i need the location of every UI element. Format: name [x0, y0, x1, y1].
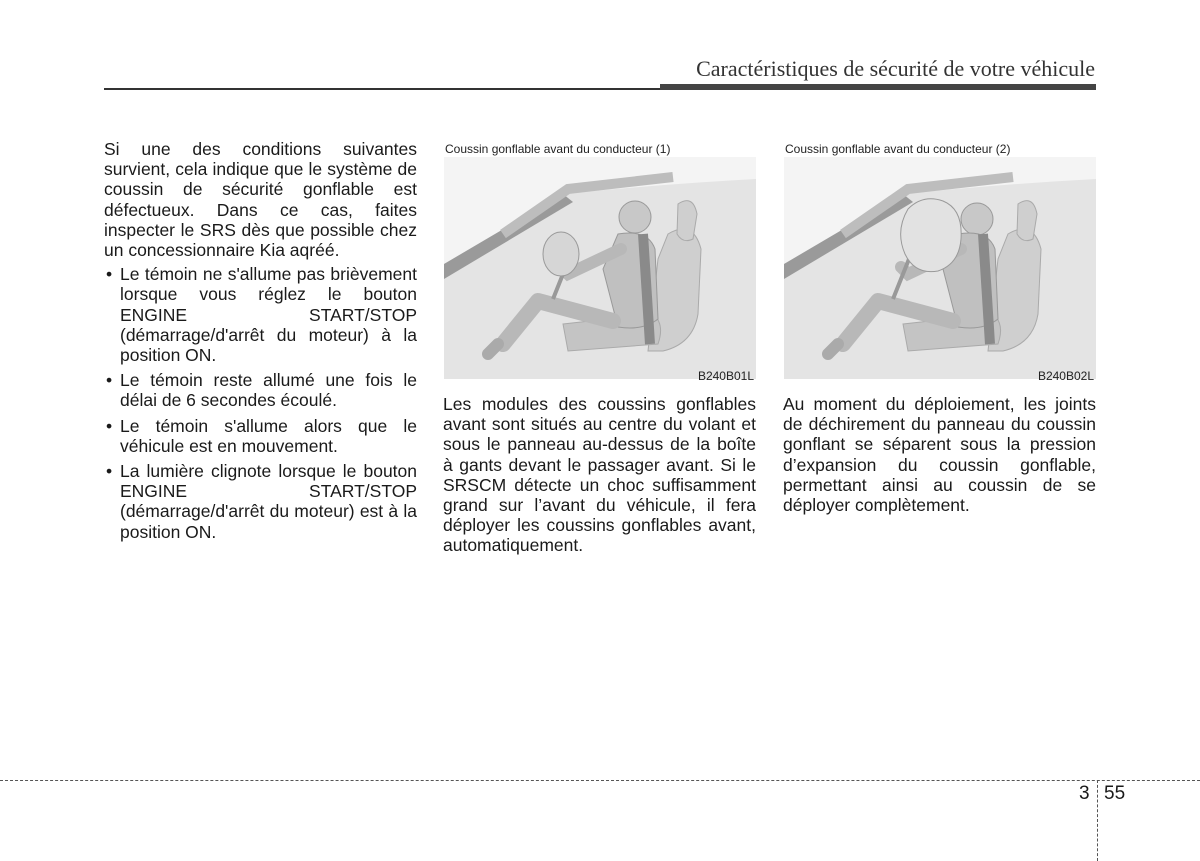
list-item: [104, 370, 417, 410]
page-title: Caractéristiques de sécurité de votre véhicule: [696, 56, 1095, 81]
bullet-text: Le témoin reste allumé une fois le délai de 6 secondes écoulé.: [120, 370, 417, 411]
header-rule: [104, 88, 660, 90]
page-number: 55: [1104, 783, 1126, 804]
bullet-dot: •: [106, 264, 113, 285]
body-paragraph: Au moment du déploiement, les joints de déchirement du panneau du coussin gonflant se séparent sous la pression d’expansion du coussin gonflable, permettant ainsi au coussin de se déployer complètement.: [783, 394, 1096, 516]
bullet-text: La lumière clignote lorsque le bouton ENGINE START/STOP (démarrage/d'arrêt du moteur) est à la position ON.: [120, 461, 417, 542]
footer-rule: [0, 780, 1200, 781]
list-item: [104, 461, 417, 542]
figure-airbag-1: [443, 139, 756, 387]
bullet-dot: •: [106, 415, 113, 436]
bullet-dot: •: [106, 461, 113, 482]
header-rule-accent: [660, 84, 1096, 90]
figure-caption: Coussin gonflable avant du conducteur (1): [445, 142, 671, 156]
figure-code: B240B02L: [1037, 369, 1094, 383]
figure-caption: Coussin gonflable avant du conducteur (2): [785, 142, 1011, 156]
bullet-text: Le témoin s'allume alors que le véhicule est en mouvement.: [120, 415, 417, 456]
figure-code: B240B01L: [697, 369, 754, 383]
bullet-list: [104, 264, 417, 542]
right-column: [783, 394, 1096, 515]
body-paragraph: Les modules des coussins gonflables avant sont situés au centre du volant et sous le panneau au-dessus de la boîte à gants devant le passager avant. Si le SRSCM détecte un choc suffisamment grand sur l’avant du véhicule, il fera déployer les coussins gonflables avant, automatiquement.: [443, 394, 756, 556]
bullet-text: Le témoin ne s'allume pas brièvement lorsque vous réglez le bouton ENGINE START/STOP (démarrage/d'arrêt du moteur) à la position ON.: [120, 264, 417, 366]
chapter-number: 3: [1079, 783, 1090, 804]
figure-airbag-2: [783, 139, 1096, 387]
intro-paragraph: Si une des conditions suivantes survient, cela indique que le système de coussin de sécurité gonflable est défectueux. Dans ce cas, faites inspecter le SRS dès que possible chez un concessionnaire Kia aqréé.: [104, 139, 417, 261]
middle-column: [443, 394, 756, 556]
airbag-deploying-illustration: [443, 139, 756, 387]
left-column: [104, 139, 417, 547]
footer-divider: [1097, 780, 1098, 861]
list-item: [104, 264, 417, 365]
list-item: [104, 416, 417, 456]
airbag-inflated-illustration: [783, 139, 1096, 387]
bullet-dot: •: [106, 370, 113, 391]
